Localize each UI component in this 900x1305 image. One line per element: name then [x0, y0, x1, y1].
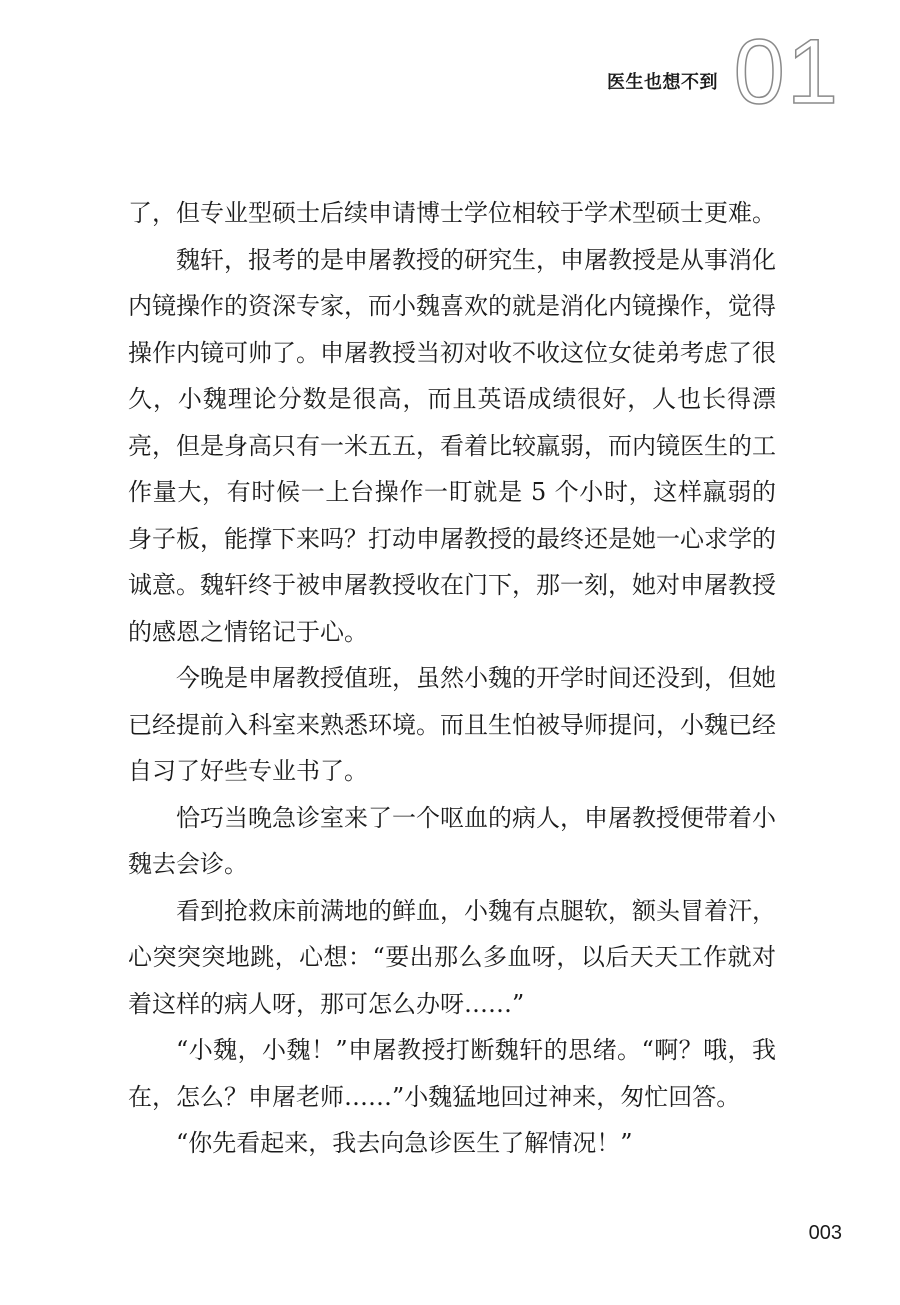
paragraph: 恰巧当晚急诊室来了一个呕血的病人，申屠教授便带着小魏去会诊。 [128, 803, 776, 878]
paragraph: “你先看起来，我去向急诊医生了解情况！” [176, 1129, 633, 1157]
paragraph: 今晚是申屠教授值班，虽然小魏的开学时间还没到，但她已经提前入科室来熟悉环境。而且生怕被导师提问，小魏已经自习了好些专业书了。 [128, 664, 776, 785]
chapter-header [520, 21, 840, 123]
paragraph: “小魏，小魏！”申屠教授打断魏轩的思绪。“啊？哦，我在，怎么？申屠老师……”小魏猛地回过神来，匆忙回答。 [128, 1036, 776, 1111]
chapter-title: 医生也想不到 [607, 72, 718, 92]
paragraph: 魏轩，报考的是申屠教授的研究生，申屠教授是从事消化内镜操作的资深专家，而小魏喜欢的就是消化内镜操作，觉得操作内镜可帅了。申屠教授当初对收不收这位女徒弟考虑了很久，小魏理论分数是很高，而且英语成绩很好，人也长得漂亮，但是身高只有一米五五，看着比较羸弱，而内镜医生的工作量大，有时候一上台操作一盯就是 5 个小时，这样羸弱的身子板，能撑下来吗？打动申屠教授的最终还是她一心求学的诚意。魏轩终于被申屠教授收在门下，那一刻，她对申屠教授的感恩之情铭记于心。 [128, 245, 776, 646]
paragraph-continuation: 了，但专业型硕士后续申请博士学位相较于学术型硕士更难。 [128, 199, 776, 227]
page-number: 003 [808, 1222, 842, 1244]
chapter-number: 01 [733, 21, 840, 123]
paragraph: 看到抢救床前满地的鲜血，小魏有点腿软，额头冒着汗，心突突突地跳，心想：“要出那么多血呀，以后天天工作就对着这样的病人呀，那可怎么办呀……” [128, 896, 776, 1018]
body-text [128, 190, 776, 1167]
